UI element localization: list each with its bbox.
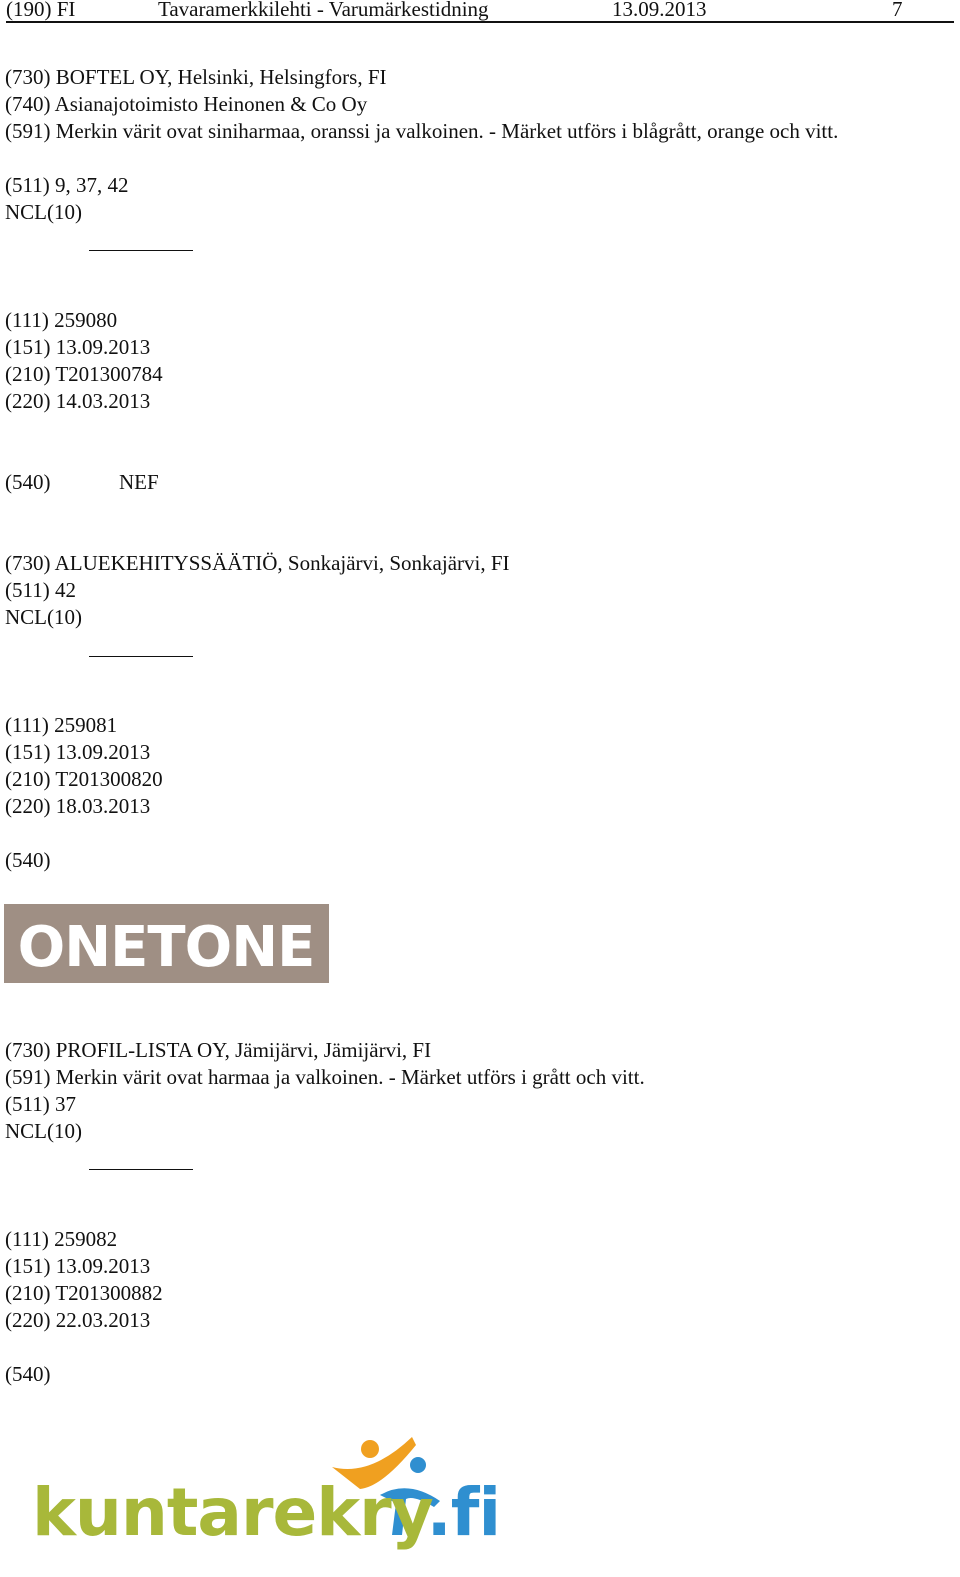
entry2-mark-text: NEF (119, 470, 159, 494)
entry3-application-number: (210) T201300820 (5, 767, 163, 791)
header-title: Tavaramerkkilehti - Varumärkestidning (158, 0, 489, 21)
entry2-application-number: (210) T201300784 (5, 362, 163, 386)
kuntarekry-logo (10, 1415, 530, 1570)
entry1-representative: (740) Asianajotoimisto Heinonen & Co Oy (5, 92, 368, 116)
entry4-application-number: (210) T201300882 (5, 1281, 163, 1305)
entry4-mark-code: (540) (5, 1362, 51, 1386)
entry3-classes: (511) 37 (5, 1092, 76, 1116)
header-page-number: 7 (892, 0, 903, 21)
entry3-registration-number: (111) 259081 (5, 713, 118, 737)
kuntarekry-suffix: .fi (426, 1474, 501, 1551)
entry3-mark-code: (540) (5, 848, 51, 872)
separator (89, 250, 193, 251)
entry2-mark-code: (540) (5, 470, 51, 494)
header-date: 13.09.2013 (612, 0, 707, 21)
entry2-owner: (730) ALUEKEHITYSSÄÄTIÖ, Sonkajärvi, Sonkajärvi, FI (5, 551, 510, 575)
entry2-classes: (511) 42 (5, 578, 76, 602)
kuntarekry-word: kuntarekry (32, 1474, 427, 1551)
separator (89, 656, 193, 657)
entry1-colors: (591) Merkin värit ovat siniharmaa, oranssi ja valkoinen. - Märket utförs i blågrått, orange och vitt. (5, 119, 839, 143)
entry3-colors: (591) Merkin värit ovat harmaa ja valkoinen. - Märket utförs i grått och vitt. (5, 1065, 645, 1089)
kuntarekry-wordmark (32, 1474, 500, 1551)
entry2-ncl: NCL(10) (5, 605, 82, 629)
entry3-registration-date: (151) 13.09.2013 (5, 740, 151, 764)
entry1-owner: (730) BOFTEL OY, Helsinki, Helsingfors, FI (5, 65, 387, 89)
separator (89, 1169, 193, 1170)
figure-head-blue (410, 1457, 426, 1473)
entry2-registration-date: (151) 13.09.2013 (5, 335, 151, 359)
onetone-logo (4, 904, 329, 983)
entry3-filing-date: (220) 18.03.2013 (5, 794, 151, 818)
entry4-registration-number: (111) 259082 (5, 1227, 118, 1251)
page-header (6, 0, 954, 23)
entry3-ncl: NCL(10) (5, 1119, 82, 1143)
entry2-filing-date: (220) 14.03.2013 (5, 389, 151, 413)
kuntarekry-logo-svg (10, 1415, 530, 1570)
entry2-registration-number: (111) 259080 (5, 308, 118, 332)
figure-head-orange (361, 1440, 379, 1458)
entry1-ncl: NCL(10) (5, 200, 82, 224)
entry1-classes: (511) 9, 37, 42 (5, 173, 129, 197)
onetone-logo-svg (4, 904, 329, 983)
header-code: (190) FI (6, 0, 76, 21)
entry4-registration-date: (151) 13.09.2013 (5, 1254, 151, 1278)
entry4-filing-date: (220) 22.03.2013 (5, 1308, 151, 1332)
onetone-logo-text: ONETONE (17, 915, 315, 980)
entry3-owner: (730) PROFIL-LISTA OY, Jämijärvi, Jämijärvi, FI (5, 1038, 432, 1062)
